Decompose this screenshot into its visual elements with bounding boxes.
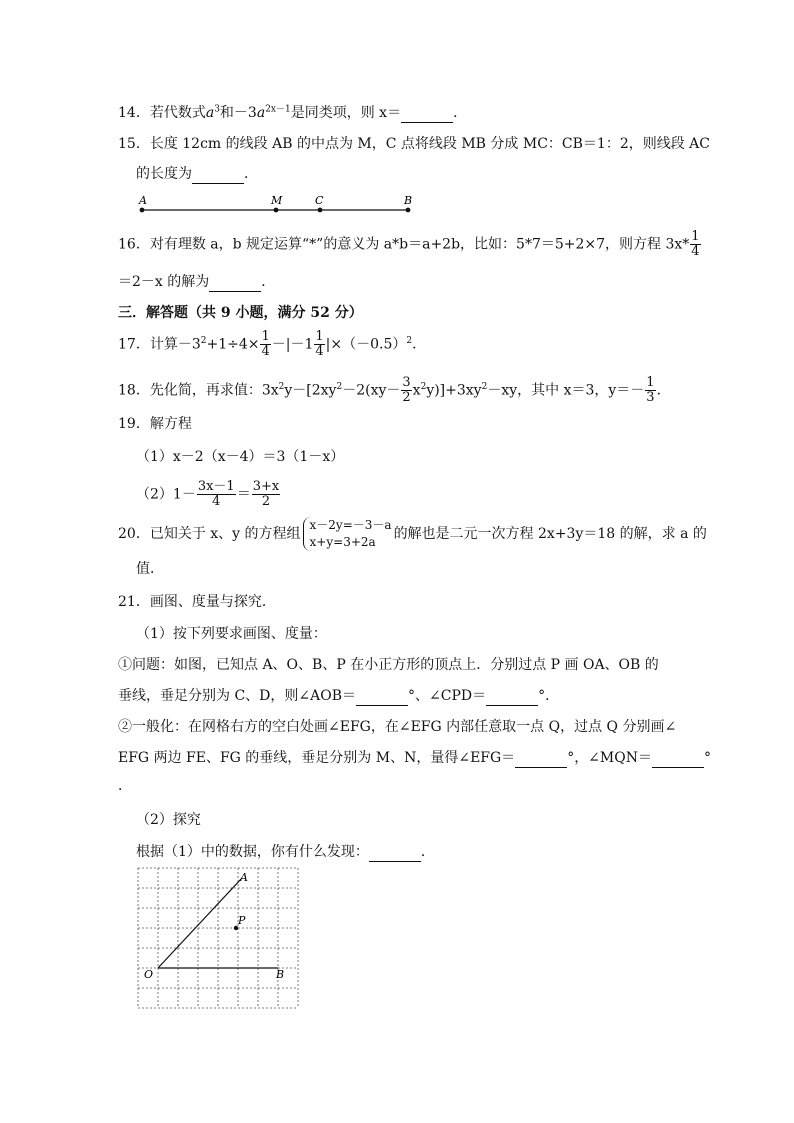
q16-end: ．: [261, 274, 276, 290]
point-m: [274, 208, 279, 213]
q19-eq: ＝: [236, 486, 251, 503]
point-c: [318, 208, 323, 213]
q21-s1b-pre: 垂线，垂足分别为 C、D，则∠AOB＝: [118, 688, 356, 704]
q18-frac2: [645, 376, 655, 405]
q18-f2d: 3: [646, 390, 655, 405]
q14-var-a2: a: [256, 105, 266, 121]
q14-tail: 是同类项，则 x＝: [290, 105, 402, 121]
q21-p2q-pre: 根据（1）中的数据，你有什么发现：: [136, 844, 369, 860]
ray-oa: [158, 878, 242, 968]
q17-f2d: 4: [315, 344, 324, 359]
question-18: [118, 376, 671, 405]
question-14: [118, 103, 467, 123]
q17-f2n: 1: [315, 329, 324, 344]
q17-b: －|－1: [271, 336, 314, 353]
q21-s1b-end: °．: [538, 688, 560, 704]
grid-label-a: A: [240, 871, 248, 884]
q15-end: ．: [244, 166, 258, 182]
q19-frac1: [197, 480, 236, 509]
grid-label-b: B: [276, 968, 285, 981]
q18-e4: 2: [481, 381, 488, 392]
label-b: B: [404, 194, 413, 207]
q18-f: －xy，其中 x＝3，y＝－: [487, 382, 645, 399]
q14-prefix: 14．若代数式: [118, 105, 206, 121]
q18-e: y)]+3xy: [426, 382, 482, 399]
q21-aob-blank[interactable]: [356, 691, 408, 706]
q14-exp: 3: [214, 104, 220, 115]
q21-s1b-mid: °、∠CPD＝: [408, 688, 487, 704]
q21-s2b-end: °: [703, 750, 711, 766]
label-c: C: [315, 194, 324, 207]
q20-eq2: x+y=3+2a: [309, 535, 376, 549]
q19-gn: 3+x: [252, 479, 280, 494]
q17-exp2: 2: [406, 335, 413, 346]
question-19-part2: [136, 480, 281, 509]
grid-label-p: P: [238, 914, 246, 927]
q15-text: 的长度为: [136, 166, 192, 182]
q21-discovery-blank[interactable]: [369, 847, 421, 862]
q21-part1: （1）按下列要求画图、度量：: [136, 626, 327, 642]
q21-cpd-blank[interactable]: [486, 691, 538, 706]
q21-s1-line2: [118, 686, 559, 706]
q15-answer-blank[interactable]: [192, 169, 244, 184]
q20-eq1: x－2y=－3－a: [309, 518, 392, 532]
q18-f2n: 1: [646, 375, 655, 390]
question-20-line2: 值．: [136, 561, 164, 577]
label-m: M: [271, 194, 283, 207]
q21-efg-blank[interactable]: [515, 753, 567, 768]
q18-pre: 18．先化简，再求值：: [118, 382, 262, 399]
label-a: A: [139, 194, 147, 207]
q21-grid-diagram: [136, 866, 300, 1010]
q18-e1: 2: [278, 381, 285, 392]
q19-frac2: [252, 480, 281, 509]
q14-exp2: 2x－1: [265, 104, 291, 115]
q17-a: +1÷4×: [206, 336, 260, 353]
q18-a: 3x: [261, 382, 279, 399]
q18-c: －2(xy－: [342, 382, 401, 399]
q21-mqn-blank[interactable]: [652, 753, 704, 768]
q17-frac2: [314, 330, 324, 359]
section-3-heading: 三．解答题（共 9 小题，满分 52 分）: [118, 305, 363, 321]
q21-p2q-end: ．: [420, 844, 435, 860]
point-b: [406, 208, 411, 213]
q15-segment-diagram: [130, 190, 430, 220]
q18-fn: 3: [402, 375, 411, 390]
q14-end: ．: [453, 105, 468, 121]
question-19-part1: （1）x－2（x－4）＝3（1－x）: [136, 449, 345, 465]
q18-end: ．: [656, 382, 671, 399]
q14-answer-blank[interactable]: [401, 108, 453, 123]
question-17: [118, 330, 426, 359]
q17-d: ．: [412, 336, 427, 353]
q21-s2b-pre: EFG 两边 FE、FG 的垂线，垂足分别为 M、N，量得∠EFG＝: [118, 750, 516, 766]
q16-frac-num: 1: [691, 229, 700, 244]
q17-pre: 17．计算－3: [118, 336, 201, 353]
q17-c: |×（－0.5）: [325, 336, 407, 353]
q19-fn: 3x－1: [197, 479, 235, 494]
q14-var-a: a: [205, 105, 215, 121]
q20-post: 的解也是二元一次方程 2x+3y＝18 的解，求 a 的: [393, 526, 707, 542]
question-19-title: 19．解方程: [118, 416, 192, 432]
question-21-title: 21．画图、度量与探究．: [118, 594, 276, 610]
q18-e2: 2: [336, 381, 343, 392]
q18-frac1: [401, 376, 411, 405]
q16-answer-blank[interactable]: [209, 277, 261, 292]
q16-text: 16．对有理数 a，b 规定运算“*”的意义为 a*b＝a+2b，比如：5*7＝5+2×7，则方程 3x*: [118, 236, 690, 253]
q19-gd: 2: [261, 494, 271, 509]
q19-fd: 4: [212, 494, 221, 509]
q21-s1-line1: ①问题：如图，已知点 A、O、B、P 在小正方形的顶点上．分别过点 P 画 OA、OB 的: [118, 657, 659, 673]
q16-fraction: [690, 230, 700, 259]
q18-e3: 2: [420, 381, 427, 392]
q17-frac1: [260, 330, 270, 359]
q21-part2: （2）探究: [136, 812, 201, 828]
q21-s2-line3: ．: [118, 778, 132, 794]
q18-d: x: [412, 382, 421, 399]
q19-p2-pre: （2）1－: [136, 486, 196, 503]
question-16-line1: [118, 230, 702, 259]
q21-s2-line1: ②一般化：在网格右方的空白处画∠EFG，在∠EFG 内部任意取一点 Q，过点 Q 分别画∠: [118, 719, 677, 735]
q21-s2-line2: [118, 748, 711, 768]
point-a: [140, 208, 145, 213]
q21-part2-question: [136, 842, 435, 862]
grid-label-o: O: [144, 968, 154, 981]
q16-frac-den: 4: [691, 244, 700, 259]
grid-lines: [138, 868, 298, 1008]
q21-s2b-mid: °，∠MQN＝: [567, 750, 652, 766]
q18-fd: 2: [402, 390, 411, 405]
q17-f1d: 4: [261, 344, 270, 359]
q20-pre: 20．已知关于 x、y 的方程组: [118, 526, 301, 542]
q20-equation-system: [303, 517, 392, 551]
q14-mid: 和－3: [219, 105, 257, 121]
q16-text2: ＝2－x 的解为: [118, 274, 210, 290]
question-16-line2: [118, 272, 275, 292]
q17-exp1: 2: [200, 335, 207, 346]
question-15-line2: [136, 164, 258, 184]
question-20-line1: [118, 517, 707, 551]
question-15-line1: 15．长度 12cm 的线段 AB 的中点为 M，C 点将线段 MB 分成 MC：CB＝1：2，则线段 AC: [118, 136, 710, 152]
q18-b: y－[2xy: [284, 382, 337, 399]
q17-f1n: 1: [261, 329, 270, 344]
